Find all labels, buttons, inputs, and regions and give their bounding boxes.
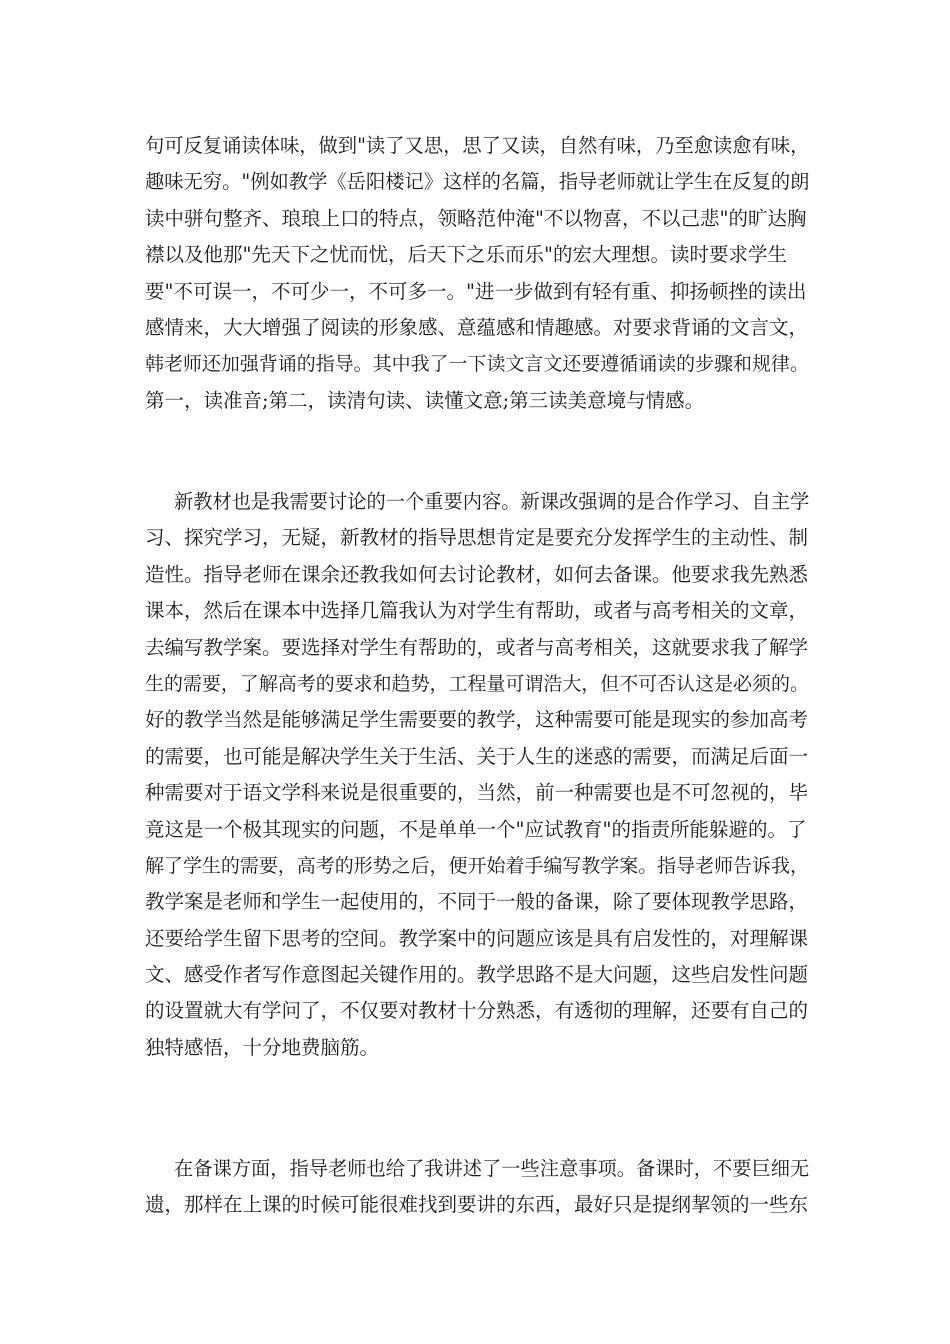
paragraph-new-textbook bbox=[145, 484, 810, 1066]
paragraph-line: 文、感受作者写作意图起关键作用的。教学思路不是大问题，这些启发性问题 bbox=[145, 963, 809, 987]
paragraph-line: 解了学生的需要，高考的形势之后，便开始着手编写教学案。指导老师告诉我， bbox=[145, 854, 809, 877]
paragraph-line: 课本，然后在课本中选择几篇我认为对学生有帮助，或者与高考相关的文章， bbox=[145, 599, 809, 623]
paragraph-line: 要"不可误一，不可少一，不可多一。"进一步做到有轻有重、抑扬顿挫的读出 bbox=[145, 279, 807, 303]
paragraph-line: 读中骈句整齐、琅琅上口的特点，领略范仲淹"不以物喜，不以己悲"的旷达胸 bbox=[145, 206, 807, 230]
paragraph-line: 造性。指导老师在课余还教我如何去讨论教材，如何去备课。他要求我先熟悉 bbox=[145, 562, 809, 586]
paragraph-line: 句可反复诵读体味，做到"读了又思，思了又读，自然有味，乃至愈读愈有味， bbox=[145, 134, 810, 157]
paragraph-line: 去编写教学案。要选择对学生有帮助的，或者与高考相关，这就要求我了解学 bbox=[145, 635, 809, 659]
paragraph-line: 竟这是一个极其现实的问题，不是单单一个"应试教育"的指责所能躲避的。了 bbox=[145, 817, 807, 841]
paragraph-line: 还要给学生留下思考的空间。教学案中的问题应该是具有启发性的，对理解课 bbox=[145, 926, 809, 950]
paragraph-line: 在备课方面，指导老师也给了我讲述了一些注意事项。备课时，不要巨细无 bbox=[174, 1157, 810, 1180]
paragraph-line: 种需要对于语文学科来说是很重要的，当然，前一种需要也是不可忽视的，毕 bbox=[145, 781, 809, 805]
paragraph-line: 襟以及他那"先天下之忧而忧，后天下之乐而乐"的宏大理想。读时要求学生 bbox=[145, 243, 787, 267]
paragraph-line: 生的需要，了解高考的要求和趋势，工程量可谓浩大，但不可否认这是必须的。 bbox=[145, 672, 809, 695]
paragraph-line: 趣味无穷。"例如教学《岳阳楼记》这样的名篇，指导老师就让学生在反复的朗 bbox=[145, 170, 810, 194]
paragraph-line: 遗，那样在上课的时候可能很难找到要讲的东西，最好只是提纲挈领的一些东 bbox=[145, 1193, 809, 1217]
paragraph-reading-guidance bbox=[145, 128, 810, 419]
paragraph-line: 独特感悟，十分地费脑筋。 bbox=[145, 1035, 380, 1059]
paragraph-line: 的设置就大有学问了，不仅要对教材十分熟悉，有透彻的理解，还要有自己的 bbox=[145, 999, 809, 1023]
paragraph-line: 新教材也是我需要讨论的一个重要内容。新课改强调的是合作学习、自主学 bbox=[174, 490, 810, 513]
paragraph-line: 好的教学当然是能够满足学生需要要的教学，这种需要可能是现实的参加高考 bbox=[145, 708, 809, 732]
paragraph-lesson-preparation bbox=[145, 1151, 810, 1224]
paragraph-line: 感情来，大大增强了阅读的形象感、意蕴感和情趣感。对要求背诵的文言文， bbox=[145, 315, 809, 339]
paragraph-line: 习、探究学习，无疑，新教材的指导思想肯定是要充分发挥学生的主动性、制 bbox=[145, 526, 809, 550]
paragraph-line: 的需要，也可能是解决学生关于生活、关于人生的迷惑的需要，而满足后面一 bbox=[145, 744, 809, 768]
paragraph-line: 韩老师还加强背诵的指导。其中我了一下读文言文还要遵循诵读的步骤和规律。 bbox=[145, 353, 809, 376]
paragraph-line: 第一，读准音;第二，读清句读、读懂文意;第三读美意境与情感。 bbox=[145, 388, 705, 412]
paragraph-line: 教学案是老师和学生一起使用的，不同于一般的备课，除了要体现教学思路， bbox=[145, 890, 809, 914]
